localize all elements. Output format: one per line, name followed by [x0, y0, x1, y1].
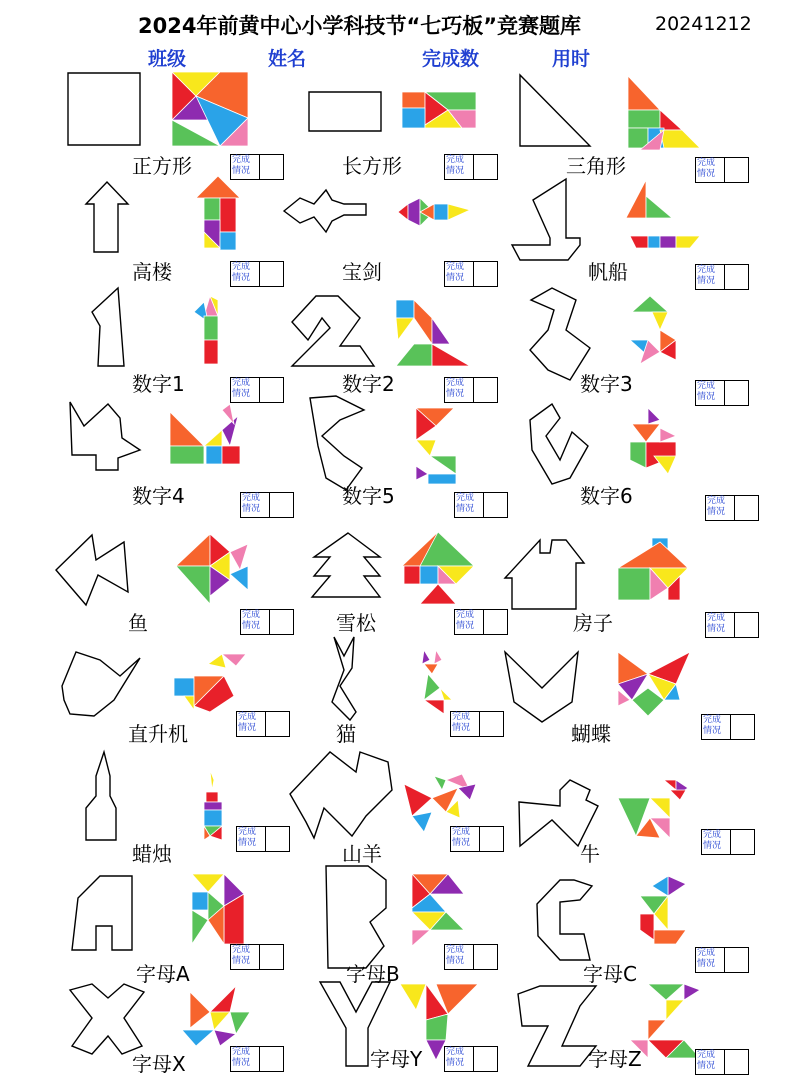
completion-status-box[interactable]: [444, 261, 498, 287]
puzzle-label: 字母A: [136, 962, 190, 986]
tan-piece: [230, 544, 248, 570]
tan-piece: [404, 784, 432, 816]
page-title: 2024年前黄中心小学科技节“七巧板”竞赛题库: [138, 14, 582, 38]
completion-status-box[interactable]: [444, 1046, 498, 1072]
tan-piece: [192, 910, 208, 944]
tan-piece: [222, 404, 234, 424]
completion-check-cell[interactable]: [724, 381, 725, 405]
tan-piece: [660, 236, 676, 248]
tan-piece: [204, 198, 220, 220]
puzzle-label: 三角形: [566, 154, 626, 178]
tan-piece: [664, 780, 676, 790]
completion-check-cell[interactable]: [269, 610, 270, 634]
tan-piece: [170, 446, 204, 464]
completion-status-box[interactable]: [450, 826, 504, 852]
tan-piece: [230, 1012, 250, 1034]
tan-piece: [648, 984, 684, 1000]
completion-check-cell[interactable]: [269, 493, 270, 517]
tan-piece: [416, 466, 428, 480]
tan-piece: [222, 446, 240, 464]
tan-piece: [222, 416, 238, 446]
completion-status-box[interactable]: [701, 829, 755, 855]
tan-piece: [648, 1020, 666, 1040]
tan-piece: [404, 566, 420, 584]
tan-piece: [400, 984, 426, 1010]
completion-check-cell[interactable]: [730, 830, 731, 854]
completion-status-label: 完成情况: [238, 712, 257, 733]
puzzle-label: 数字1: [132, 372, 185, 396]
digit-1-solution: [194, 296, 218, 364]
tan-piece: [618, 568, 650, 600]
tan-piece: [206, 446, 222, 464]
sword-solution: [398, 198, 470, 226]
tan-piece: [422, 650, 430, 664]
completion-status-box[interactable]: [695, 264, 749, 290]
tan-piece: [646, 196, 672, 218]
puzzle-label: 山羊: [342, 842, 382, 866]
tan-piece: [424, 664, 438, 674]
completion-status-label: 完成情况: [707, 613, 726, 634]
puzzle-label: 高楼: [132, 260, 172, 284]
letter-b-outline: [326, 866, 386, 968]
tan-piece: [666, 1000, 684, 1020]
completion-status-label: 完成情况: [697, 158, 716, 179]
completion-check-cell[interactable]: [473, 262, 474, 286]
letter-c-outline: [537, 880, 592, 960]
completion-status-label: 完成情况: [446, 262, 465, 283]
completion-status-box[interactable]: [695, 157, 749, 183]
tan-piece: [184, 696, 194, 710]
digit-3-outline: [530, 288, 590, 380]
square-solution: [172, 72, 248, 146]
completion-status-label: 完成情况: [452, 827, 471, 848]
tan-piece: [684, 984, 700, 1000]
tan-piece: [626, 180, 646, 218]
completion-check-cell[interactable]: [265, 827, 266, 851]
tall-building-solution: [196, 176, 240, 250]
house-solution: [618, 538, 688, 600]
tan-piece: [170, 412, 204, 446]
puzzle-label: 数字2: [342, 372, 395, 396]
completion-status-box[interactable]: [695, 1049, 749, 1075]
puzzle-label: 字母Y: [370, 1047, 423, 1071]
letter-a-outline: [72, 876, 132, 950]
letter-z-outline: [518, 986, 596, 1066]
completion-check-cell[interactable]: [259, 945, 260, 969]
tan-piece: [182, 1030, 214, 1046]
completion-status-label: 完成情况: [697, 265, 716, 286]
digit-3-solution: [630, 296, 676, 364]
completion-check-cell[interactable]: [724, 948, 725, 972]
tan-piece: [210, 986, 236, 1012]
completion-status-box[interactable]: [444, 377, 498, 403]
goat-outline: [290, 752, 392, 838]
puzzle-label: 雪松: [336, 611, 376, 635]
puzzle-label: 正方形: [132, 154, 192, 178]
tan-piece: [402, 92, 425, 108]
completion-status-box[interactable]: [230, 261, 284, 287]
rectangle-solution: [402, 92, 476, 128]
fish-outline: [56, 535, 128, 605]
tan-piece: [176, 566, 210, 604]
tan-piece: [428, 474, 456, 484]
tan-piece: [210, 1012, 230, 1030]
completion-status-label: 完成情况: [446, 378, 465, 399]
completion-status-label: 完成情况: [456, 493, 475, 514]
puzzle-label: 帆船: [588, 260, 628, 284]
puzzle-label: 长方形: [342, 154, 402, 178]
completion-status-box[interactable]: [454, 492, 508, 518]
tan-piece: [426, 1040, 446, 1060]
completion-check-cell[interactable]: [724, 1050, 725, 1074]
completion-status-box[interactable]: [230, 154, 284, 180]
completion-status-box[interactable]: [454, 609, 508, 635]
tan-piece: [204, 802, 222, 810]
tan-piece: [652, 312, 668, 330]
completion-check-cell[interactable]: [473, 1047, 474, 1071]
completion-status-box[interactable]: [236, 826, 290, 852]
tan-piece: [660, 428, 676, 442]
tan-piece: [432, 344, 470, 366]
triangle-outline: [520, 75, 590, 146]
tan-piece: [424, 674, 440, 700]
candle-solution: [204, 770, 222, 840]
digit-4-outline: [70, 402, 140, 470]
completion-status-box[interactable]: [230, 377, 284, 403]
puzzle-label: 蝴蝶: [571, 722, 611, 746]
tan-piece: [654, 930, 686, 944]
completion-status-box[interactable]: [695, 380, 749, 406]
tan-piece: [434, 776, 446, 790]
tan-piece: [660, 110, 682, 130]
puzzle-label: 数字4: [132, 484, 185, 508]
puzzle-label: 字母Z: [588, 1047, 642, 1071]
puzzle-label: 字母C: [583, 962, 637, 986]
tan-piece: [190, 992, 210, 1028]
tan-piece: [424, 700, 444, 714]
tan-piece: [654, 456, 676, 474]
date-stamp: 20241212: [655, 13, 752, 35]
tan-piece: [448, 204, 470, 220]
tan-piece: [176, 534, 210, 566]
completion-check-cell[interactable]: [479, 712, 480, 736]
completion-status-label: 完成情况: [446, 1047, 465, 1068]
tan-piece: [420, 584, 456, 604]
completion-check-cell[interactable]: [479, 827, 480, 851]
completion-status-label: 完成情况: [707, 496, 726, 517]
name-field-label: 姓名: [268, 48, 307, 70]
tan-piece: [412, 812, 432, 832]
completion-status-label: 完成情况: [703, 715, 722, 736]
completion-status-label: 完成情况: [452, 712, 471, 733]
completion-status-label: 完成情况: [232, 1047, 251, 1068]
puzzle-label: 字母X: [132, 1052, 186, 1076]
completion-status-label: 完成情况: [232, 378, 251, 399]
digit-2-outline: [292, 296, 374, 366]
tan-piece: [204, 810, 222, 826]
helicopter-outline: [62, 652, 140, 716]
completion-check-cell[interactable]: [734, 613, 735, 637]
puzzle-label: 鱼: [128, 611, 148, 635]
tan-piece: [396, 318, 414, 340]
cat-solution: [422, 650, 452, 714]
completion-status-label: 完成情况: [242, 493, 261, 514]
completion-check-cell[interactable]: [734, 496, 735, 520]
tan-piece: [434, 650, 442, 664]
completion-status-box[interactable]: [230, 1046, 284, 1072]
puzzle-label: 数字6: [580, 484, 633, 508]
tan-piece: [412, 930, 430, 946]
tan-piece: [230, 566, 248, 590]
digit-6-outline: [530, 404, 588, 484]
tan-piece: [630, 442, 646, 468]
puzzle-label: 房子: [573, 611, 613, 635]
tan-piece: [628, 128, 648, 148]
fish-solution: [176, 534, 248, 604]
tan-piece: [648, 408, 660, 424]
butterfly-solution: [618, 652, 690, 716]
tan-piece: [408, 198, 420, 226]
completion-status-box[interactable]: [695, 947, 749, 973]
square-outline: [68, 73, 140, 145]
digit-2-solution: [396, 300, 470, 366]
tan-piece: [210, 770, 214, 790]
count-field-label: 完成数: [422, 48, 480, 70]
tan-piece: [652, 876, 668, 896]
completion-status-box[interactable]: [444, 154, 498, 180]
class-field-label: 班级: [148, 48, 187, 70]
tan-piece: [402, 108, 425, 128]
pine-tree-solution: [402, 532, 474, 604]
tan-piece: [440, 688, 452, 700]
tan-piece: [628, 76, 660, 110]
tan-piece: [660, 130, 700, 148]
completion-check-cell[interactable]: [265, 712, 266, 736]
completion-check-cell[interactable]: [483, 493, 484, 517]
completion-status-label: 完成情况: [232, 262, 251, 283]
tan-piece: [174, 678, 194, 696]
tan-piece: [416, 440, 436, 456]
completion-check-cell[interactable]: [259, 1047, 260, 1071]
completion-check-cell[interactable]: [473, 945, 474, 969]
completion-status-label: 完成情况: [446, 155, 465, 176]
cat-outline: [332, 637, 356, 720]
digit-1-outline: [92, 288, 124, 366]
completion-check-cell[interactable]: [259, 262, 260, 286]
completion-status-label: 完成情况: [242, 610, 261, 631]
tan-piece: [670, 790, 686, 800]
completion-status-box[interactable]: [240, 492, 294, 518]
puzzle-label: 牛: [580, 842, 600, 866]
completion-check-cell[interactable]: [724, 158, 725, 182]
tan-piece: [632, 424, 660, 442]
completion-check-cell[interactable]: [259, 155, 260, 179]
tan-piece: [640, 914, 654, 940]
tan-piece: [434, 204, 448, 220]
sword-outline: [284, 190, 366, 232]
completion-status-label: 完成情况: [456, 610, 475, 631]
completion-status-box[interactable]: [705, 495, 759, 521]
completion-check-cell[interactable]: [724, 265, 725, 289]
tan-piece: [396, 344, 432, 366]
tan-piece: [648, 236, 660, 248]
ox-outline: [519, 780, 598, 846]
puzzle-label: 数字5: [342, 484, 395, 508]
tan-piece: [668, 876, 686, 896]
completion-status-label: 完成情况: [703, 830, 722, 851]
tan-piece: [222, 654, 246, 666]
tan-piece: [204, 430, 222, 446]
completion-status-label: 完成情况: [232, 155, 251, 176]
completion-status-label: 完成情况: [446, 945, 465, 966]
tan-piece: [430, 456, 456, 474]
tan-piece: [630, 236, 648, 248]
completion-status-label: 完成情况: [232, 945, 251, 966]
letter-c-solution: [640, 876, 686, 944]
completion-status-box[interactable]: [240, 609, 294, 635]
tan-piece: [214, 1030, 236, 1046]
completion-status-label: 完成情况: [697, 948, 716, 969]
completion-status-box[interactable]: [444, 944, 498, 970]
completion-status-label: 完成情况: [697, 381, 716, 402]
puzzle-label: 蜡烛: [132, 842, 172, 866]
digit-6-solution: [630, 408, 676, 474]
tan-piece: [220, 232, 236, 250]
completion-status-box[interactable]: [236, 711, 290, 737]
completion-check-cell[interactable]: [473, 378, 474, 402]
tall-building-outline: [86, 182, 128, 252]
completion-status-box[interactable]: [230, 944, 284, 970]
tan-piece: [398, 204, 408, 220]
ox-solution: [618, 780, 688, 838]
time-field-label: 用时: [552, 48, 591, 70]
digit-5-outline: [310, 396, 364, 490]
tan-piece: [618, 542, 688, 568]
puzzle-label: 猫: [336, 722, 356, 746]
tan-piece: [396, 300, 414, 318]
house-outline: [505, 540, 584, 609]
goat-solution: [404, 774, 476, 832]
triangle-solution: [628, 76, 700, 150]
helicopter-solution: [174, 654, 246, 712]
tan-piece: [192, 892, 208, 910]
tan-piece: [204, 340, 218, 364]
tan-piece: [220, 198, 236, 232]
puzzle-label: 数字3: [580, 372, 633, 396]
completion-check-cell[interactable]: [483, 610, 484, 634]
tan-piece: [628, 110, 660, 128]
tan-piece: [414, 300, 432, 344]
sailboat-solution: [626, 180, 700, 248]
sailboat-outline: [512, 179, 580, 260]
tan-piece: [208, 654, 226, 668]
tan-piece: [420, 566, 438, 584]
completion-status-box[interactable]: [701, 714, 755, 740]
completion-status-label: 完成情况: [238, 827, 257, 848]
tan-piece: [650, 798, 670, 818]
completion-status-box[interactable]: [705, 612, 759, 638]
butterfly-outline: [505, 652, 578, 722]
letter-x-outline: [70, 984, 144, 1054]
puzzle-label: 直升机: [128, 722, 188, 746]
completion-check-cell[interactable]: [730, 715, 731, 739]
candle-outline: [86, 752, 116, 840]
letter-a-solution: [192, 874, 244, 944]
letter-b-solution: [412, 874, 464, 946]
completion-status-label: 完成情况: [697, 1050, 716, 1071]
letter-x-solution: [182, 986, 250, 1046]
completion-check-cell[interactable]: [473, 155, 474, 179]
completion-check-cell[interactable]: [259, 378, 260, 402]
tan-piece: [192, 874, 224, 892]
tan-piece: [206, 792, 218, 802]
rectangle-outline: [309, 92, 381, 131]
puzzle-label: 宝剑: [342, 260, 382, 284]
completion-status-box[interactable]: [450, 711, 504, 737]
tan-piece: [632, 296, 668, 312]
digit-5-solution: [416, 408, 456, 484]
tan-piece: [676, 236, 700, 248]
digit-4-solution: [170, 404, 240, 464]
puzzle-label: 字母B: [346, 962, 400, 986]
tan-piece: [204, 316, 218, 340]
tan-piece: [432, 318, 450, 344]
pine-tree-outline: [312, 533, 380, 597]
